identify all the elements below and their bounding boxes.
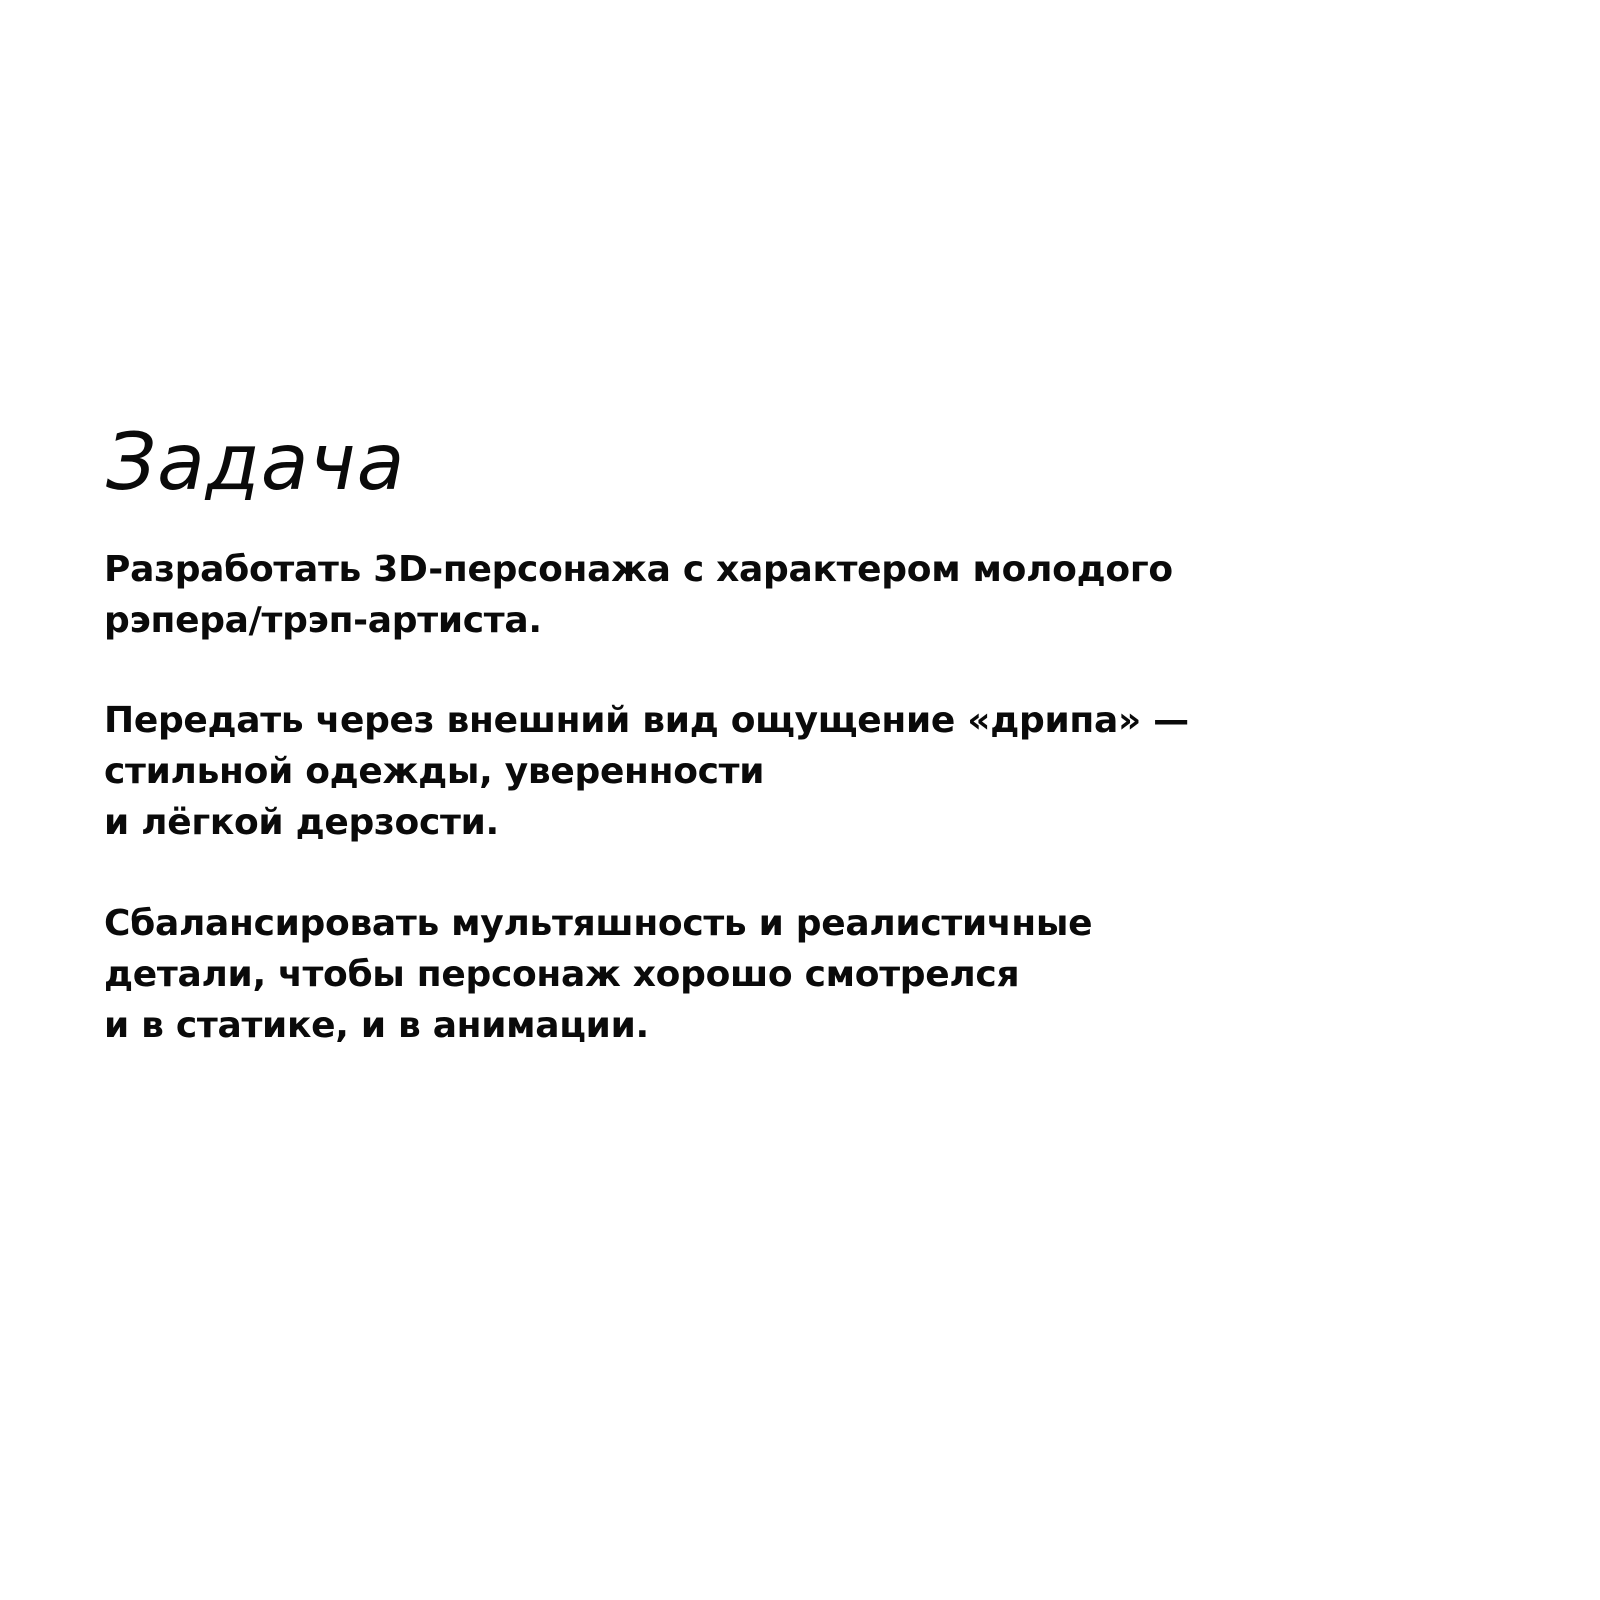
task-paragraph-3 bbox=[104, 898, 1092, 1051]
slide-title: Задача bbox=[106, 418, 406, 508]
paragraph-line: Разработать 3D-персонажа с характером молодого bbox=[104, 549, 1173, 590]
paragraph-line: и в статике, и в анимации. bbox=[104, 1005, 649, 1046]
paragraph-line: Передать через внешний вид ощущение «дрипа» — bbox=[104, 700, 1189, 741]
task-paragraph-2 bbox=[104, 695, 1189, 848]
paragraph-line: и лёгкой дерзости. bbox=[104, 802, 499, 843]
task-paragraph-1 bbox=[104, 544, 1173, 646]
paragraph-line: рэпера/трэп-артиста. bbox=[104, 600, 542, 641]
paragraph-line: детали, чтобы персонаж хорошо смотрелся bbox=[104, 954, 1020, 995]
paragraph-line: стильной одежды, уверенности bbox=[104, 751, 765, 792]
paragraph-line: Сбалансировать мультяшность и реалистичные bbox=[104, 903, 1093, 944]
